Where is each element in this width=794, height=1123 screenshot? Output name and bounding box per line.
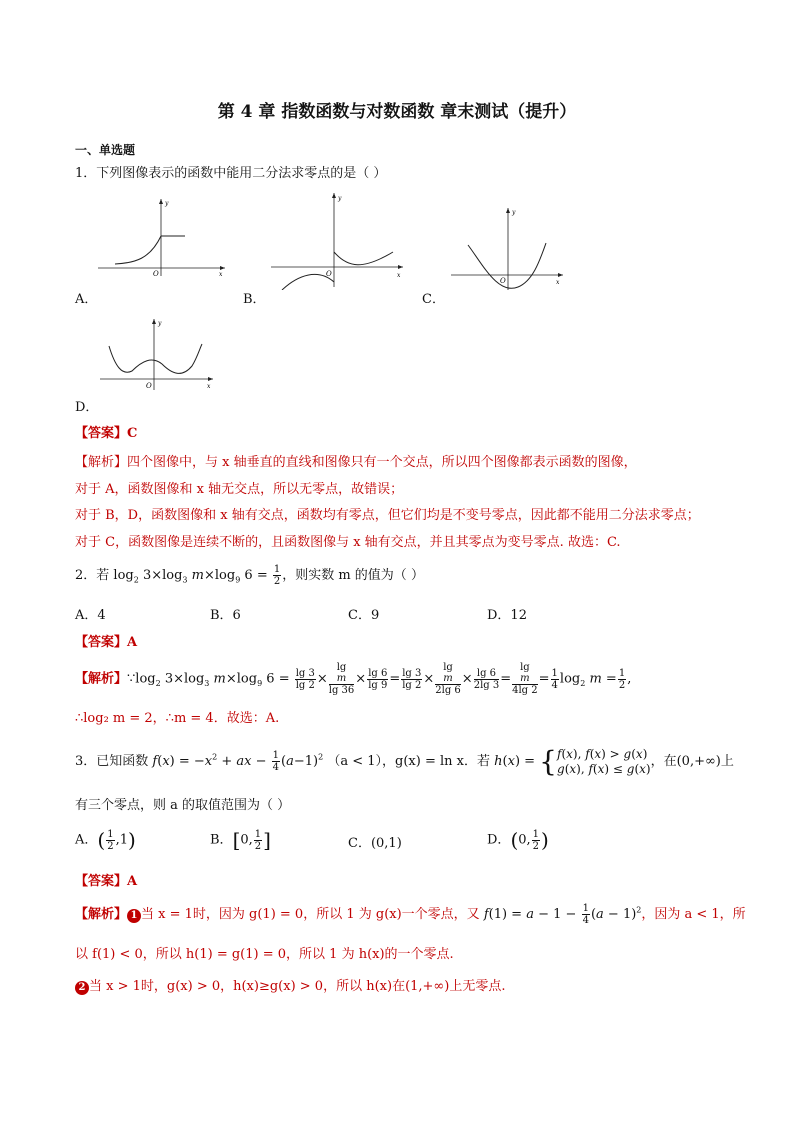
q2-analysis-line1: 【解析】$\because\log_2$ $3\times\log_3$ $m\times\log_9$ 6 = $\frac{\lg 3}{\lg 2}$ × lg m lg 36 × $\frac{\lg 6}{\lg 9}$ = $\frac{\lg 3}{\lg 2}$ × lg m 2lg 6 × $\frac{\lg 6}{2\lg 3}$ = lg m 4lg 2 = $\frac{1}{4}$ $\log_2 m$ = $\frac{1}{2}$ , xyxy=(75,662,632,696)
q3-option-b: B．[0, $\frac{1}{2}$ ] xyxy=(210,828,271,852)
graph-a xyxy=(95,196,230,278)
origin-label: O xyxy=(326,270,332,278)
q2-option-d: D．12 xyxy=(487,608,527,623)
q2-option-a: A．4 xyxy=(75,608,106,623)
q2-option-c: C．9 xyxy=(348,608,380,623)
q3-analysis-line1: 【解析】 1 当 x = 1时，因为 g(1) = 0，所以 1 为 g(x)一个零点，又 f(1) = a − 1 − $\frac{1}{4}$ $(a - 1)^2$，因为 a < 1，所 xyxy=(75,903,746,926)
q1-analysis-line4: 对于 C，函数图像是连续不断的，且函数图像与 x 轴有交点，并且其零点为变号零点. 故选：C. xyxy=(75,535,621,550)
q2-stem-pre: 2．若 xyxy=(75,568,114,583)
y-label: y xyxy=(165,200,169,207)
y-label: y xyxy=(158,320,162,327)
graph-d xyxy=(97,316,217,392)
q3-answer: 【答案】A xyxy=(75,874,138,889)
x-label: x xyxy=(397,272,401,279)
q3-option-c: C．(0,1) xyxy=(348,836,402,851)
x-label: x xyxy=(207,383,211,390)
q2-analysis-line2: ∴log₂ m = 2，∴m = 4．故选：A. xyxy=(75,711,280,726)
q3-option-a: A．( $\frac{1}{2}$ ,1) xyxy=(75,828,136,852)
q1-answer: 【答案】C xyxy=(75,426,138,441)
q2-option-b: B．6 xyxy=(210,608,241,623)
x-label: x xyxy=(556,279,560,286)
q1-stem: 1．下列图像表示的函数中能用二分法求零点的是（ ） xyxy=(75,166,387,181)
y-label: y xyxy=(338,195,342,202)
x-label: x xyxy=(219,271,223,278)
origin-label: O xyxy=(153,270,159,278)
q1-analysis-line3: 对于 B，D，函数图像和 x 轴有交点，函数均有零点，但它们均是不变号零点，因此都不能用二分法求零点； xyxy=(75,508,700,523)
q1-option-c: C． xyxy=(422,292,445,307)
q1-analysis-line2: 对于 A，函数图像和 x 轴无交点，所以无零点，故错误； xyxy=(75,482,404,497)
page-title: 第 4 章 指数函数与对数函数 章末测试（提升） xyxy=(217,102,577,122)
q2-stem-post: ，则实数 m 的值为（ ） xyxy=(282,568,424,583)
q1-option-a: A． xyxy=(75,292,98,307)
analysis-tag: 【解析】 xyxy=(75,671,128,687)
q3-analysis-line2: 以 f(1) < 0，所以 h(1) = g(1) = 0，所以 1 为 h(x)的一个零点. xyxy=(75,947,454,962)
y-label: y xyxy=(512,209,516,216)
q1-analysis-line1: 【解析】四个图像中，与 x 轴垂直的直线和图像只有一个交点，所以四个图像都表示函数的图像， xyxy=(75,455,637,470)
q2-answer: 【答案】A xyxy=(75,635,138,650)
origin-label: O xyxy=(500,277,506,285)
circled-two-icon: 2 xyxy=(75,981,89,995)
graph-b xyxy=(268,190,408,290)
q3-stem-line1: 3．已知函数 $f(x) = -x^2$ + ax − $\frac{1}{4}$ $(a-1)^2$ （a < 1），g(x) = ln x．若 h(x) = {f(x), f(x) > g(x) g(x), f(x) ≤ g(x)，在(0,+∞)上 xyxy=(75,745,734,778)
section-heading: 一、单选题 xyxy=(75,143,136,157)
origin-label: O xyxy=(146,382,152,390)
q1-option-b: B． xyxy=(243,292,266,307)
q3-stem-line2: 有三个零点，则 a 的取值范围为（ ） xyxy=(75,798,291,813)
graph-c xyxy=(448,205,568,295)
fraction: $\frac{1}{2}$ xyxy=(273,564,281,587)
circled-one-icon: 1 xyxy=(127,909,141,923)
q2-stem: 2．若 $\log_2 3\times\log_3$ $m\times\log_9$ 6 = $\frac{1}{2}$ ，则实数 m 的值为（ ） xyxy=(75,564,424,587)
q3-analysis-line3: 2 当 x > 1时，g(x) > 0，h(x)≥g(x) > 0，所以 h(x)在(1,+∞)上无零点. xyxy=(75,975,505,995)
q1-option-d: D． xyxy=(75,400,99,415)
q3-option-d: D．(0, $\frac{1}{2}$ ) xyxy=(487,828,549,852)
